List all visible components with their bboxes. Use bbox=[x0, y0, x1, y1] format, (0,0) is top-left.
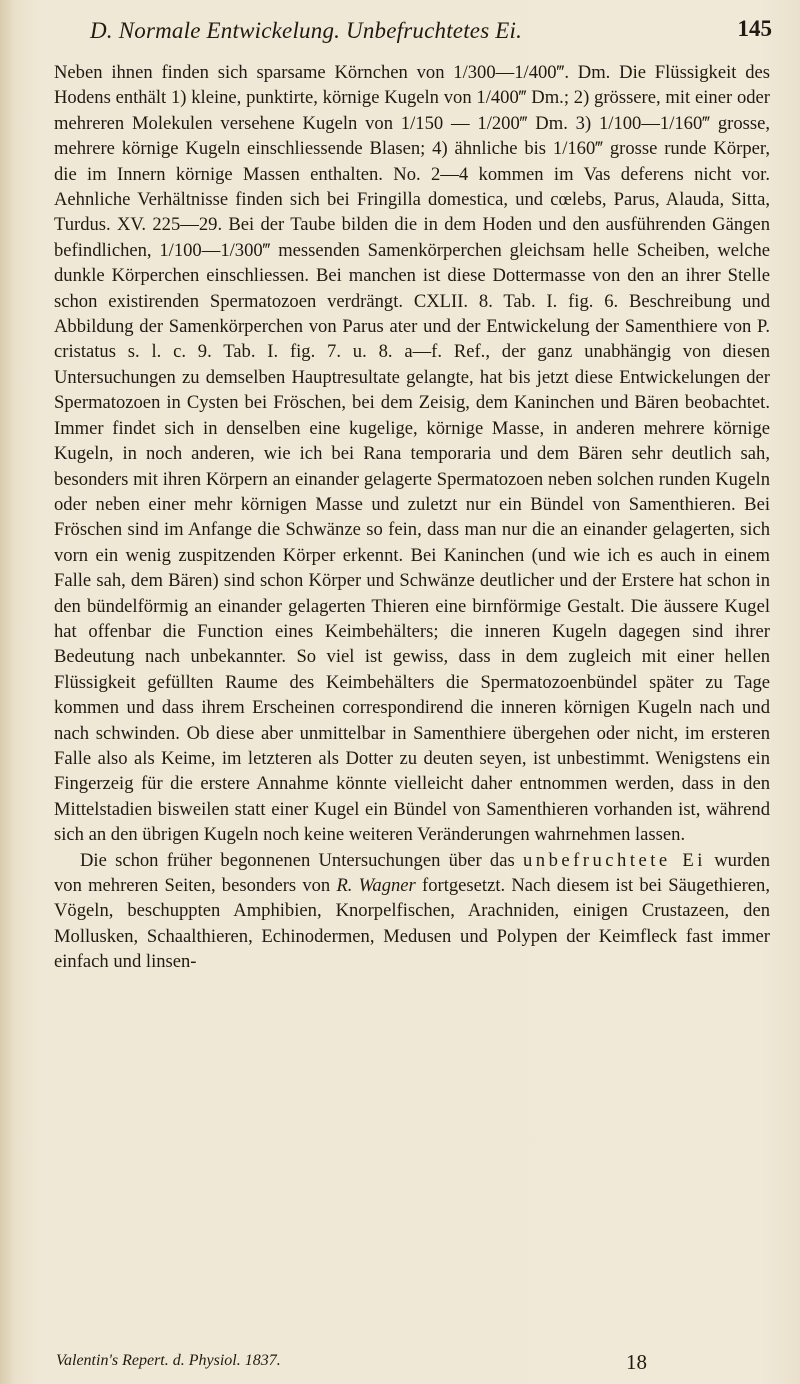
page-footer bbox=[56, 1352, 756, 1378]
signature-mark: 18 bbox=[626, 1350, 647, 1374]
paragraph-2 bbox=[54, 848, 770, 975]
binding-edge bbox=[0, 0, 14, 1384]
paragraph-1: Neben ihnen finden sich sparsame Körnchen von 1/300—1/400‴. Dm. Die Flüssigkeit des Hodens enthält 1) kleine, punktirte, körnige Kugeln von 1/400‴ Dm.; 2) grössere, mit einer oder mehreren Molekulen versehene Kugeln von 1/150 — 1/200‴ Dm. 3) 1/100—1/160‴ grosse, mehrere körnige Kugeln einschliessende Blasen; 4) ähnliche bis 1/160‴ grosse runde Körper, die im Innern körnige Massen enthalten. No. 2—4 kommen im Vas deferens nicht vor. Aehnliche Verhältnisse finden sich bei Fringilla domestica, und cœlebs, Parus, Alauda, Sitta, Turdus. XV. 225—29. Bei der Taube bilden die in dem Hoden und den ausführenden Gängen befindlichen, 1/100—1/300‴ messenden Samenkörperchen gleichsam helle Scheiben, welche dunkle Körperchen einschliessen. Bei manchen ist diese Dottermasse von den an ihrer Stelle schon existirenden Spermatozoen verdrängt. CXLII. 8. Tab. I. fig. 6. Beschreibung und Abbildung der Samenkörperchen von Parus ater und der Entwickelung der Samenthiere von P. cristatus s. l. c. 9. Tab. I. fig. 7. u. 8. a—f. Ref., der ganz unabhängig von diesen Untersuchungen zu demselben Hauptresultate gelangte, hat bis jetzt diese Entwickelungen der Spermatozoen in Cysten bei Fröschen, bei dem Zeisig, dem Kaninchen und Bären beobachtet. Immer findet sich in denselben eine kugelige, körnige Masse, in anderen mehrere körnige Kugeln, in noch anderen, wie ich bei Rana temporaria und dem Bären sehr deutlich sah, besonders mit ihren Körpern an einander gelagerte Spermatozoen neben solchen runden Kugeln oder neben einer mehr körnigen Masse und zuletzt nur ein Bündel von Samenthieren. Bei Fröschen sind im Anfange die Schwänze so fein, dass man nur die an einander gelagerten, sich vorn ein wenig zuspitzenden Körper erkennt. Bei Kaninchen (und wie ich es auch in einem Falle sah, dem Bären) sind schon Körper und Schwänze deutlicher und der Erstere hat schon in den bündelförmig an einander gelagerten Thieren eine birnförmige Gestalt. Die äussere Kugel hat offenbar die Function eines Keimbehälters; die inneren Kugeln dagegen sind ihrer Bedeutung nach unbekannter. So viel ist gewiss, dass in dem zugleich mit einer hellen Flüssigkeit gefüllten Raume des Keimbehälters die Spermatozoenbündel später zu Tage kommen und dass ihrem Erscheinen correspondirend die inneren körnigen Kugeln nach und nach schwinden. Ob diese aber unmittelbar in Samenthiere übergehen oder nicht, im ersteren Falle also als Keime, im letzteren als Dotter zu deuten seyen, ist unbestimmt. Wenigstens ein Fingerzeig für die erstere Annahme könnte vielleicht daher entnommen werden, dass in den Mittelstadien bisweilen statt einer Kugel ein Bündel von Samenthieren vorhanden ist, während sich an den übrigen Kugeln noch keine weiteren Veränderungen wahrnehmen lassen. bbox=[54, 62, 770, 846]
paragraph-2-lead: Die schon früher begonnenen Untersuchungen über das bbox=[80, 849, 515, 871]
running-header bbox=[90, 10, 772, 50]
spaced-term: unbefruchtete Ei bbox=[522, 849, 706, 871]
body-text bbox=[54, 60, 770, 975]
paragraph-2-mid: wurden von mehreren Seiten, besonders von bbox=[54, 849, 770, 896]
footer-source bbox=[56, 1352, 281, 1370]
page-number: 145 bbox=[737, 16, 772, 41]
author-name: R. Wagner bbox=[336, 875, 416, 896]
paragraph-2-rest: fortgesetzt. Nach diesem ist bei Säugethieren, Vögeln, beschuppten Amphibien, Knorpelfischen, Arachniden, einigen Crustazeen, den Mollusken, Schaalthieren, Echinodermen, Medusen und Polypen der Keimfleck fast immer einfach und linsen- bbox=[54, 875, 770, 973]
footer-source-text: Valentin's Repert. d. Physiol. 1837. bbox=[56, 1352, 281, 1369]
running-title: D. Normale Entwickelung. Unbefruchtetes Ei. bbox=[90, 18, 523, 43]
